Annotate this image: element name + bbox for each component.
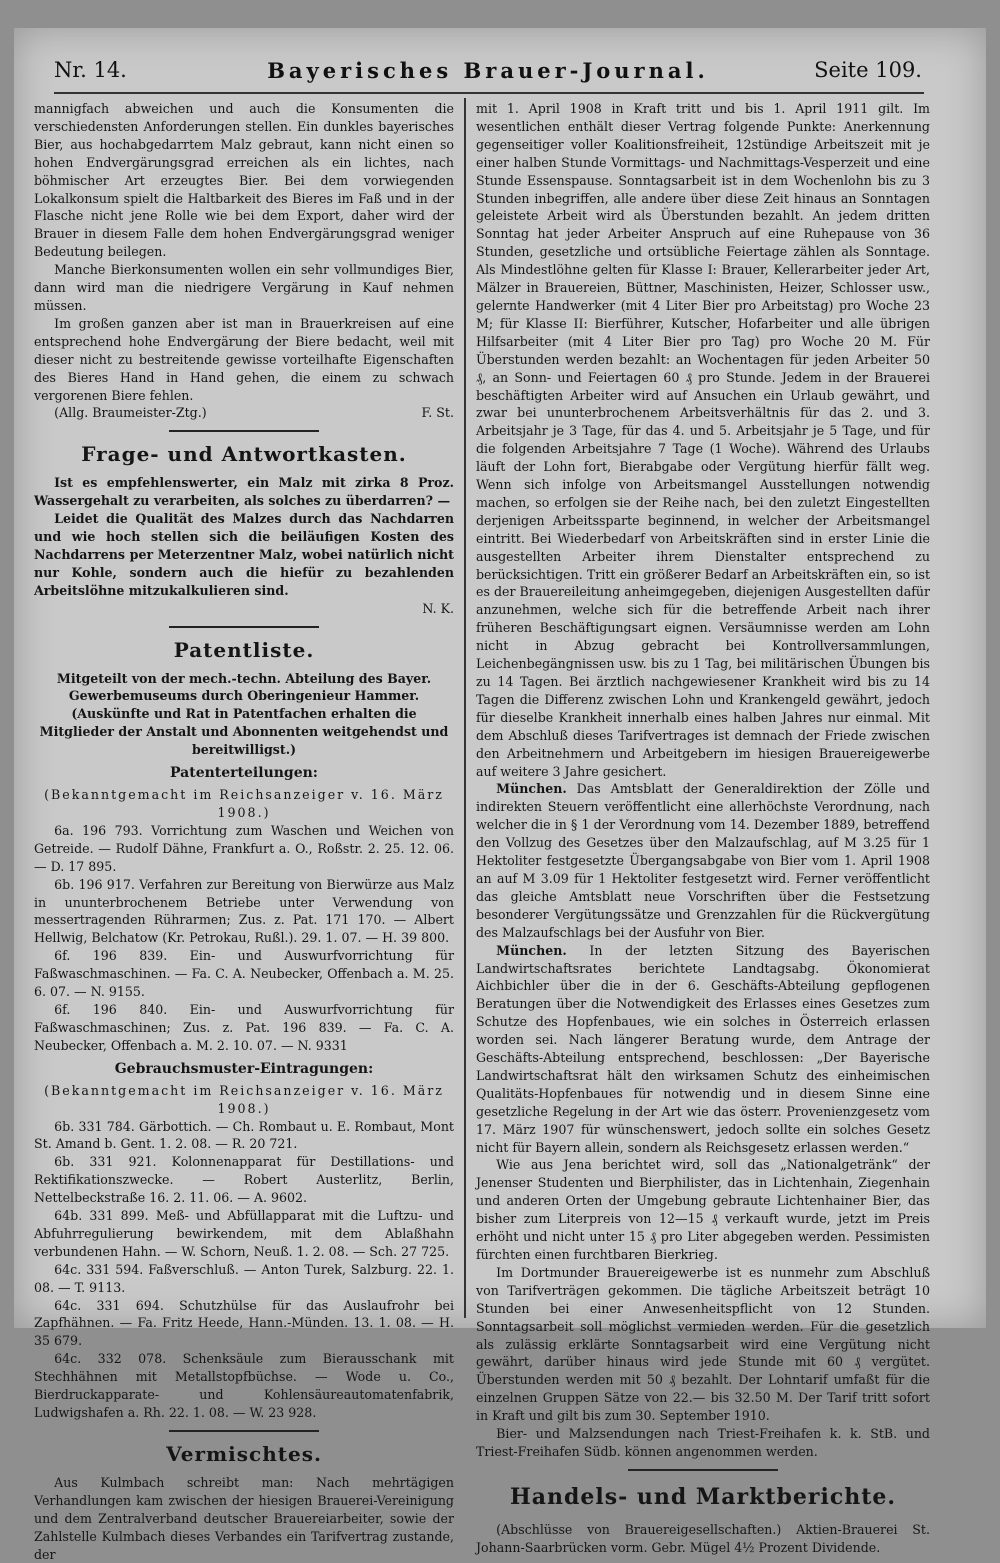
question-author: N. K. xyxy=(422,600,454,616)
question-text: Leidet die Qualität des Malzes durch das Nachdarren und wie hoch stellen sich die beiläufigen Kosten des Nachdarrens per Meterzentner Malz, wobei natürlich nicht nur Kohle, sondern auch die hiefür zu bezahlenden Arbeitslöhne mitzukalkulieren sind. xyxy=(34,511,454,598)
article-paragraph: mannigfach abweichen und auch die Konsumenten die verschiedensten Anforderungen stellen. Ein dunkles bayerisches Bier, aus hochabgedarrtem Malz gebraut, kann nicht einen so hohen Endvergärungsgrad erreichen als ein lichtes, nach böhmischer Art erzeugtes Bier. Bei dem vorwiegenden Lokalkonsum spielt die Haltbarkeit des Bieres im Faß und in der Flasche nicht jene Rolle wie bei dem Export, daher wird der Brauer in diesem Falle dem hohen Endvergärungsgrad weniger Bedeutung beilegen. xyxy=(34,101,454,260)
article-paragraph: Wie aus Jena berichtet wird, soll das „Nationalgetränk“ der Jenenser Studenten und Bierphilister, das in Lichtenhain, Ziegenhain und anderen Orten der Umgebung gebraute Lichtenhainer Bier, das bisher zum Literpreis von 12—15 ₰ verkauft wurde, jetzt im Preis erhöht und nicht unter 15 ₰ pro Liter abgegeben werden. Pessimisten fürchten einen furchtbaren Bierkrieg. xyxy=(476,1157,930,1262)
newspaper-page xyxy=(14,28,986,1562)
announcement-note: (Bekanntgemacht im Reichsanzeiger v. 16. März 1908.) xyxy=(44,787,444,820)
article-paragraph: München. In der letzten Sitzung des Bayerischen Landwirtschaftsrates berichtete Landtagsabg. Ökonomierat Aichbichler über die in der 6. Geschäfts-Abteilung gepflogenen Beratungen über die Notwendigkeit des Erlasses eines Gesetzes zum Schutze des Hopfenbaues, wie ein solches in Österreich erlassen worden sei. Nach längerer Beratung wurde, dem Antrage der Geschäfts-Abteilung entsprechend, beschlossen: „Der Bayerische Landwirtschaftsrat hält den wirksamen Schutz des einheimischen Qualitäts-Hopfenbaues für notwendig und in diesem Sinne eine gesetzliche Regelung in der Art wie das österr. Provenienzgesetz vom 17. März 1907 für wünschenswert, jedoch sollte ein solches Gesetz nicht für Bayern allein, sondern als Reichsgesetz erlassen werden.“ xyxy=(476,942,930,1155)
subsection-title-erteilungen: Patenterteilungen: xyxy=(170,765,318,782)
article-paragraph: (Abschlüsse von Brauereigesellschaften.) Aktien-Brauerei St. Johann-Saarbrücken vorm. Gebr. Mügel 4½ Prozent Dividende. xyxy=(476,1521,930,1555)
section-rule xyxy=(169,430,319,432)
patent-entry: 6f. 196 840. Ein- und Auswurfvorrichtung für Faßwaschmaschinen; Zus. z. Pat. 196 839. — Fa. C. A. Neubecker, Offenbach a. M. 2. 10. 07. — N. 9331 xyxy=(34,1001,454,1053)
article-signature xyxy=(34,404,454,422)
page-number: Seite 109. xyxy=(814,58,922,82)
dateline: München. xyxy=(496,942,567,958)
question-signature xyxy=(34,600,454,618)
section-title-handel: Handels- und Marktberichte. xyxy=(509,1483,897,1510)
announcement-note: (Bekanntgemacht im Reichsanzeiger v. 16. März 1908.) xyxy=(44,1082,444,1116)
patent-entry: 6a. 196 793. Vorrichtung zum Waschen und Weichen von Getreide. — Rudolf Dähne, Frankfurt a. O., Roßstr. 2. 25. 12. 06. — D. 17 895. xyxy=(34,822,454,874)
question-text: Ist es empfehlenswerter, ein Malz mit zirka 8 Proz. Wassergehalt zu verarbeiten, als solches zu überdarren? — xyxy=(34,475,454,509)
patent-entry: 64c. 332 078. Schenksäule zum Bierausschank mit Stechhähnen mit Metallstopfbüchse. — Wode u. Co., Bierdruckapparate- und Kohlensäureautomatenfabrik, Ludwigshafen a. Rh. 22. 1. 08. — W. 23 928. xyxy=(34,1351,454,1420)
section-title-vermischtes: Vermischtes. xyxy=(166,1441,322,1466)
patent-entry: 6f. 196 839. Ein- und Auswurfvorrichtung für Faßwaschmaschinen. — Fa. C. A. Neubecker, Offenbach a. M. 25. 6. 07. — N. 9155. xyxy=(34,948,454,1000)
section-rule xyxy=(169,626,319,628)
column-divider xyxy=(464,98,466,1318)
left-column xyxy=(34,100,454,1563)
article-paragraph: Manche Bierkonsumenten wollen ein sehr vollmundiges Bier, dann wird man die niedrigere Vergärung in Kauf nehmen müssen. xyxy=(34,262,454,313)
patent-entry: 6b. 196 917. Verfahren zur Bereitung von Bierwürze aus Malz in ununterbrochenem Betriebe unter Verwendung von messertragenden Rührarmen; Zus. z. Pat. 171 170. — Albert Hellwig, Belchatow (Kr. Petrokau, Rußl.). 29. 1. 07. — H. 39 800. xyxy=(34,876,454,946)
article-author: F. St. xyxy=(421,405,454,421)
subsection-title-gebrauchsmuster: Gebrauchsmuster-Eintragungen: xyxy=(114,1060,374,1077)
article-paragraph: Im Dortmunder Brauereigewerbe ist es nunmehr zum Abschluß von Tarifverträgen gekommen. Die tägliche Arbeitszeit beträgt 10 Stunden bei einer Anwesenheitspflicht von 12 Stunden. Sonntagsarbeit soll möglichst vermieden werden. Für die gesetzlich als zulässig erklärte Sonntagsarbeit wird eine Vergütung nicht gewährt, darüber hinaus wird jede Stunde mit 60 ₰ vergütet. Überstunden werden mit 50 ₰ bezahlt. Der Lohntarif umfaßt für die einzelnen Gruppen Sätze von 22.— bis 32.50 M. Der Tarif tritt sofort in Kraft und gilt bis zum 30. September 1910. xyxy=(476,1264,930,1424)
article-paragraph: Bier- und Malzsendungen nach Triest-Freihafen k. k. StB. und Triest-Freihafen Südb. können angenommen werden. xyxy=(476,1426,930,1459)
page-header xyxy=(54,58,922,92)
journal-title: Bayerisches Brauer-Journal. xyxy=(267,58,709,83)
right-column xyxy=(476,100,930,1557)
section-rule xyxy=(628,1469,778,1471)
article-paragraph: mit 1. April 1908 in Kraft tritt und bis 1. April 1911 gilt. Im wesentlichen enthält dieser Vertrag folgende Punkte: Anerkennung gegenseitiger voller Koalitionsfreiheit, 12stündige Arbeitszeit mit je einer halben Stunde Vormittags- und Nachmittags-Vesperzeit und eine Stunde Essenspause. Sonntagsarbeit ist in dem Wochenlohn bis zu 3 Stunden inbegriffen, alle andere über diese Zeit hinaus an Sonntagen geleistete Arbeit wird als Überstunden bezahlt. An jedem dritten Sonntag hat jeder Arbeiter Anspruch auf eine Ruhepause von 36 Stunden, gesetzliche und ortsübliche Feiertage zählen als Sonntage. Als Mindestlöhne gelten für Klasse I: Brauer, Kellerarbeiter jeder Art, Mälzer in Brauereien, Büttner, Maschinisten, Heizer, Schlosser usw., gelernte Handwerker (mit 4 Liter Bier pro Arbeitstag) pro Woche 23 M; für Klasse II: Bierführer, Kutscher, Hofarbeiter und alle übrigen Hilfsarbeiter (mit 4 Liter Bier pro Tag) pro Woche 20 M. Für Überstunden werden bezahlt: an Wochentagen für jeden Arbeiter 50 ₰, an Sonn- und Feiertagen 60 ₰ pro Stunde. Jedem in der Brauerei beschäftigten Arbeiter wird auf Ansuchen ein Urlaub gewährt, und zwar bei ununterbrochenem Arbeitsverhältnis für das 2. und 3. Arbeitsjahr je 3 Tage, für das 4. und 5. Arbeitsjahr je 5 Tage, und für die folgenden Arbeitsjahre 7 Tage (1 Woche). Während des Urlaubs läuft der Lohn fort, Bierabgabe oder Vergütung hierfür fällt weg. Wenn sich infolge von Arbeitsmangel Ausstellungen notwendig machen, so erfolgen sie der Reihe nach, bei den zuletzt Eingestellten derjenigen Arbeitssparte beginnend, in welcher der Arbeitsmangel eintritt. Bei Wiederbedarf von Arbeitskräften sind in erster Linie die ausgestellten Arbeiter ihrem Dienstalter entsprechend zu berücksichtigen. Tritt ein größerer Bedarf an Arbeitskräften ein, so ist es der Brauereileitung anheimgegeben, diejenigen Ausgestellten dafür anzunehmen, welche sich für die betreffende Arbeit nach ihrer früheren Beschäftigungsart eignen. Versäumnisse werden am Lohn nicht in Abzug gebracht bei Kontrollversammlungen, Leichenbegängnissen usw. bis zu 1 Tag, bei militärischen Übungen bis zu 14 Tagen. Bei ärztlich nachgewiesener Krankheit wird bis zu 14 Tagen die Differenz zwischen Lohn und Krankengeld gewährt, jedoch für dieselbe Krankheit innerhalb eines halben Jahres nur einmal. Mit dem Abschluß dieses Tarifvertrages ist demnach der Friede zwischen den Arbeitnehmern und Arbeitgebern im hiesigen Brauereigewerbe auf weitere 3 Jahre gesichert. xyxy=(476,101,930,779)
header-rule xyxy=(54,92,924,94)
dateline: München. xyxy=(496,781,567,797)
patent-subtitle: (Auskünfte und Rat in Patentfachen erhalten die Mitglieder der Anstalt und Abonnenten weitgehendst und bereitwilligst.) xyxy=(39,706,449,758)
patent-entry: 64c. 331 694. Schutzhülse für das Auslaufrohr bei Zapfhähnen. — Fa. Fritz Heede, Hann.-Münden. 13. 1. 08. — H. 35 679. xyxy=(34,1297,454,1349)
article-paragraph: Im großen ganzen aber ist man in Brauerkreisen auf eine entsprechend hohe Endvergärung der Biere bedacht, weil mit dieser nicht zu bestreitende gewisse vorteilhafte Eigenschaften des Bieres Hand in Hand gehen, die einem zu schwach vergorenen Biere fehlen. xyxy=(34,315,454,403)
article-paragraph: München. Das Amtsblatt der Generaldirektion der Zölle und indirekten Steuern veröffentlicht eine allerhöchste Verordnung, nach welcher die in § 1 der Verordnung vom 14. Dezember 1889, betreffend den Vollzug des Gesetzes über den Malzaufschlag, auf M 3.25 für 1 Hektoliter festgesetzte Übergangsabgabe von Bier vom 1. April 1908 an auf M 3.09 für 1 Hektoliter festgesetzt wird. Ferner veröffentlicht das gleiche Amtsblatt neue Vorschriften über die Festsetzung besonderer Vergütungssätze und Grenzzahlen für die Rückvergütung des Malzaufschlags bei der Ausfuhr von Bier. xyxy=(476,781,930,940)
patent-entry: 64c. 331 594. Faßverschluß. — Anton Turek, Salzburg. 22. 1. 08. — T. 9113. xyxy=(34,1261,454,1295)
patent-entry: 6b. 331 921. Kolonnenapparat für Destillations- und Rektifikationszwecke. — Robert Austerlitz, Berlin, Nettelbeckstraße 16. 2. 11. 06. — A. 9602. xyxy=(34,1154,454,1206)
patent-subtitle: Mitgeteilt von der mech.-techn. Abteilung des Bayer. Gewerbemuseums durch Oberingenieur Hammer. xyxy=(56,670,432,704)
patent-entry: 6b. 331 784. Gärbottich. — Ch. Rombaut u. E. Rombaut, Mont St. Amand b. Gent. 1. 2. 08. — R. 20 721. xyxy=(34,1118,454,1152)
section-rule xyxy=(169,1430,319,1432)
issue-number: Nr. 14. xyxy=(54,58,127,82)
article-paragraph: Aus Kulmbach schreibt man: Nach mehrtägigen Verhandlungen kam zwischen der hiesigen Brauerei-Vereinigung und dem Zentralverband deutscher Brauereiarbeiter, sowie der Zahlstelle Kulmbach dieses Verbandes ein Tarifvertrag zustande, der xyxy=(34,1474,454,1562)
article-source: (Allg. Braumeister-Ztg.) xyxy=(54,405,207,421)
patent-entry: 64b. 331 899. Meß- und Abfüllapparat mit die Luftzu- und Abfuhrregulierung bewirkendem, mit dem Ablaßhahn verbundenen Hahn. — W. Schorn, Neuß. 1. 2. 08. — Sch. 27 725. xyxy=(34,1208,454,1259)
section-title-frage: Frage- und Antwortkasten. xyxy=(81,442,407,467)
section-title-patent: Patentliste. xyxy=(173,637,315,662)
